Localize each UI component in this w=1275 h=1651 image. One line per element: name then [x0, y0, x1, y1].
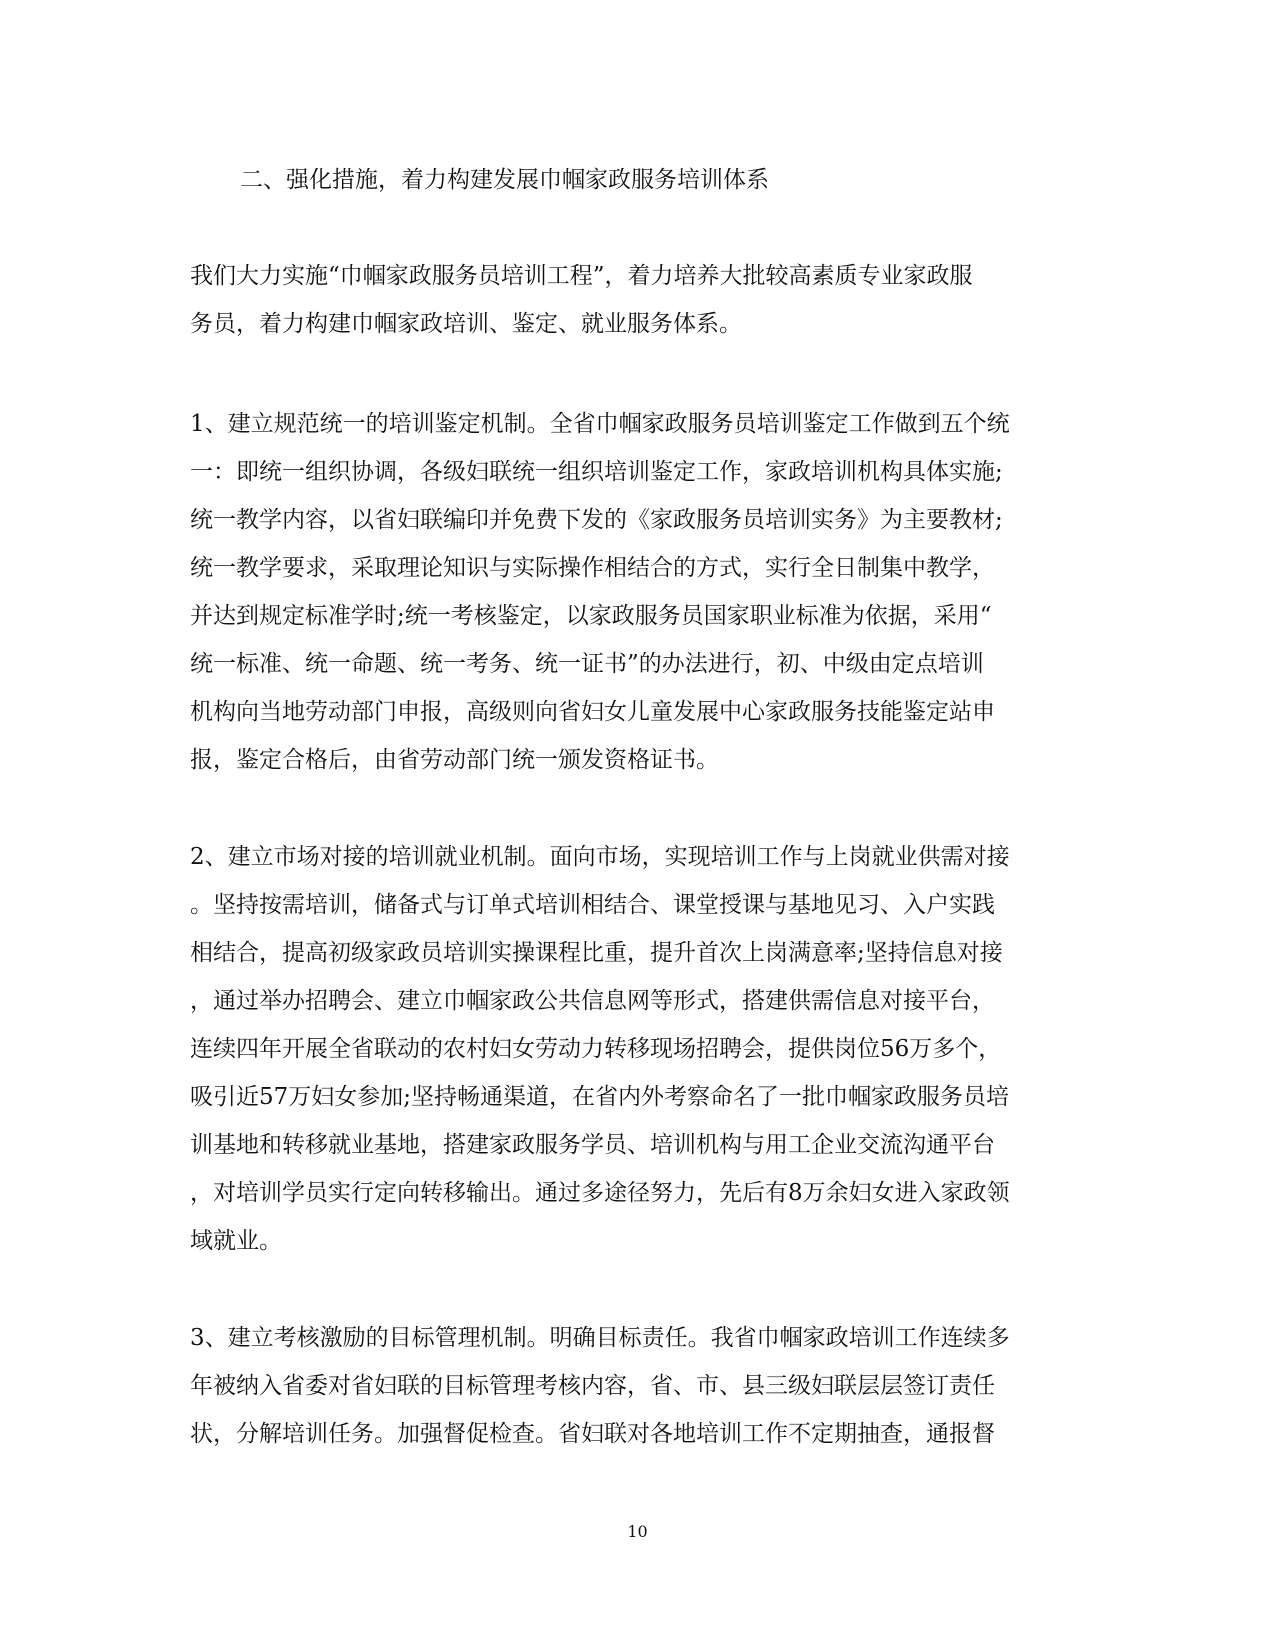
text-line: 机构向当地劳动部门申报，高级则向省妇女儿童发展中心家政服务技能鉴定站申: [190, 699, 995, 725]
text-line: ，对培训学员实行定向转移输出。通过多途径努力，先后有8万余妇女进入家政领: [190, 1180, 1010, 1206]
paragraph-2-market-employment: [190, 833, 1080, 1265]
paragraph-1-training-appraisal: [190, 400, 1080, 784]
text-line: 统一教学要求，采取理论知识与实际操作相结合的方式，实行全日制集中教学，: [190, 555, 995, 581]
text-line: ，通过举办招聘会、建立巾帼家政公共信息网等形式，搭建供需信息对接平台，: [190, 988, 995, 1014]
page-number: 10: [627, 1522, 648, 1541]
text-line: 统一教学内容，以省妇联编印并免费下发的《家政服务员培训实务》为主要教材;: [190, 507, 1003, 533]
text-line: 状，分解培训任务。加强督促检查。省妇联对各地培训工作不定期抽查，通报督: [190, 1421, 995, 1447]
text-line: 相结合，提高初级家政员培训实操课程比重，提升首次上岗满意率;坚持信息对接: [190, 940, 1003, 966]
text-line: 务员，着力构建巾帼家政培训、鉴定、就业服务体系。: [190, 311, 742, 337]
text-line: 统一标准、统一命题、统一考务、统一证书”的办法进行，初、中级由定点培训: [190, 651, 984, 677]
text-line: 年被纳入省委对省妇联的目标管理考核内容，省、市、县三级妇联层层签订责任: [190, 1373, 995, 1399]
text-line: 1、建立规范统一的培训鉴定机制。全省巾帼家政服务员培训鉴定工作做到五个统: [190, 411, 1010, 437]
text-line: 吸引近57万妇女参加;坚持畅通渠道，在省内外考察命名了一批巾帼家政服务员培: [190, 1084, 1010, 1110]
paragraph-3-target-management: [190, 1314, 1080, 1458]
text-line: 我们大力实施“巾帼家政服务员培训工程”，着力培养大批较高素质专业家政服: [190, 263, 973, 289]
text-line: 一：即统一组织协调，各级妇联统一组织培训鉴定工作，家政培训机构具体实施;: [190, 459, 1003, 485]
text-line: 并达到规定标准学时;统一考核鉴定，以家政服务员国家职业标准为依据，采用“: [190, 603, 992, 629]
intro-paragraph: [190, 252, 1080, 348]
text-line: 报，鉴定合格后，由省劳动部门统一颁发资格证书。: [190, 747, 719, 773]
text-line: 域就业。: [190, 1228, 282, 1254]
text-line: 连续四年开展全省联动的农村妇女劳动力转移现场招聘会，提供岗位56万多个，: [190, 1036, 1002, 1062]
text-line: 3、建立考核激励的目标管理机制。明确目标责任。我省巾帼家政培训工作连续多: [190, 1325, 1010, 1351]
text-line: 。坚持按需培训，储备式与订单式培训相结合、课堂授课与基地见习、入户实践: [190, 892, 995, 918]
section-heading: 二、强化措施，着力构建发展巾帼家政服务培训体系: [240, 167, 769, 193]
text-line: 训基地和转移就业基地，搭建家政服务学员、培训机构与用工企业交流沟通平台: [190, 1132, 995, 1158]
text-line: 2、建立市场对接的培训就业机制。面向市场，实现培训工作与上岗就业供需对接: [190, 844, 1010, 870]
